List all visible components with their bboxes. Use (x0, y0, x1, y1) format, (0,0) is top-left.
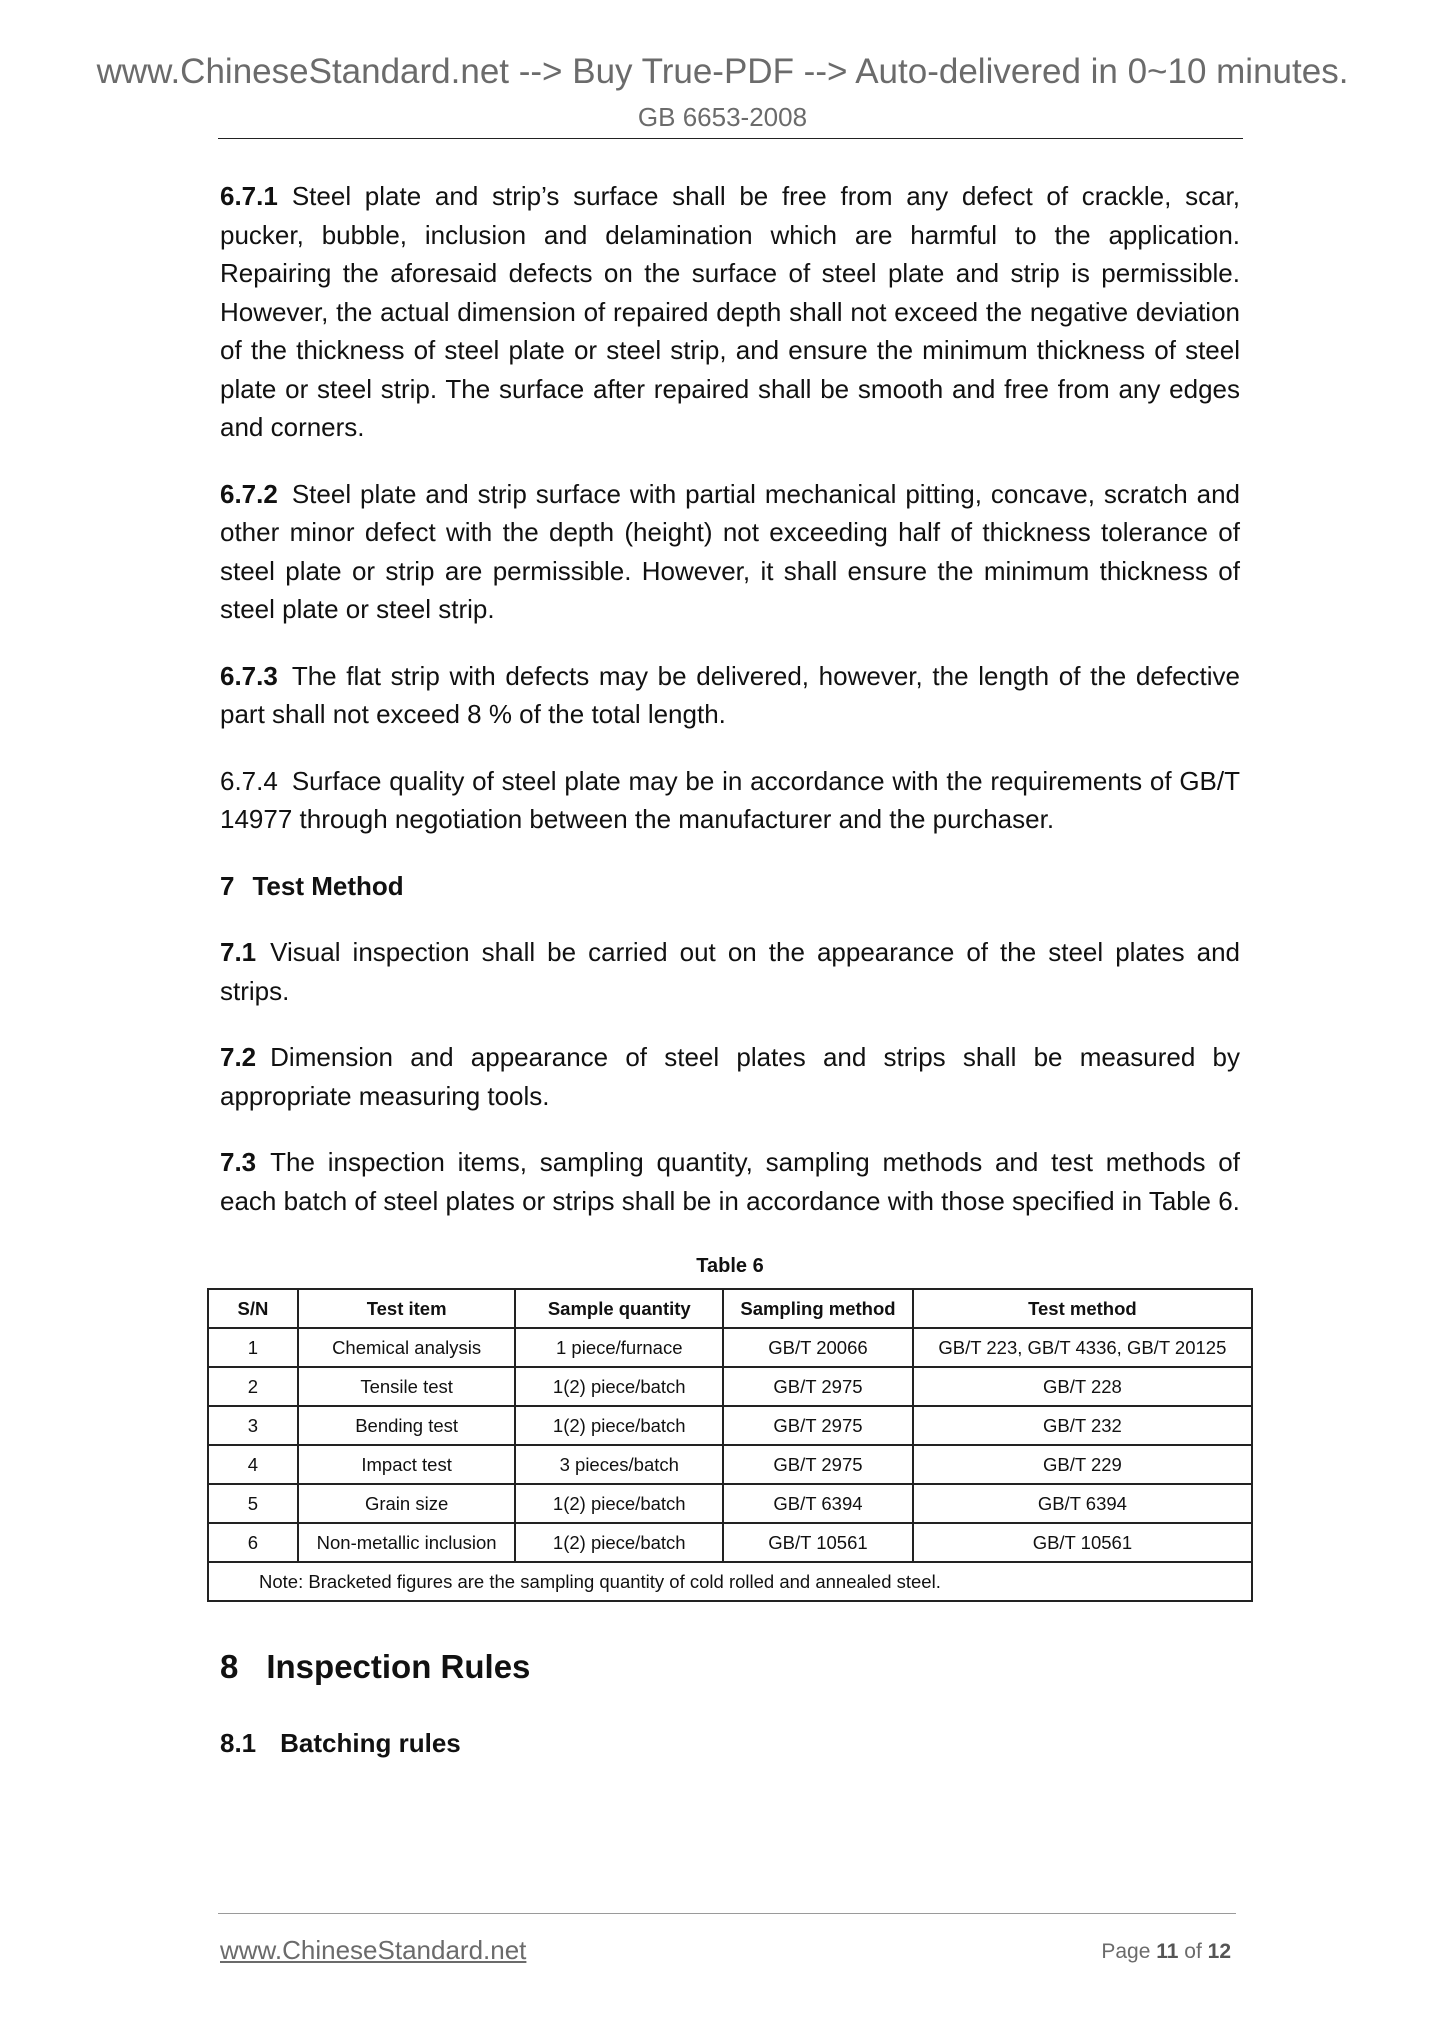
table-cell: Tensile test (298, 1367, 516, 1406)
table-row (208, 1445, 1252, 1484)
clause-number: 6.7.1 (220, 181, 278, 211)
table-cell: 2 (208, 1367, 298, 1406)
table-cell: GB/T 229 (913, 1445, 1252, 1484)
clause-number: 6.7.4 (220, 765, 278, 796)
test-methods-table (207, 1288, 1253, 1602)
table-cell: GB/T 10561 (723, 1523, 913, 1562)
clause-7-3 (220, 1143, 1240, 1220)
clause-text: The flat strip with defects may be delivered, however, the length of the defective part shall not exceed 8 % of the total length. (220, 660, 1240, 729)
section-number: 8 (220, 1648, 239, 1685)
clause-number: 6.7.2 (220, 478, 278, 509)
column-header: Test method (913, 1289, 1252, 1328)
table-row (208, 1484, 1252, 1523)
clause-6-7-2 (220, 475, 1240, 629)
table-cell: Bending test (298, 1406, 516, 1445)
table-cell: Non-metallic inclusion (298, 1523, 516, 1562)
table-cell: GB/T 2975 (723, 1406, 913, 1445)
section-title: Batching rules (280, 1728, 461, 1758)
table-cell: 1(2) piece/batch (515, 1523, 723, 1562)
clause-text: Surface quality of steel plate may be in accordance with the requirements of GB/T 14977 through negotiation between the manufacturer and the purchaser. (220, 765, 1240, 834)
clause-number: 7.2 (220, 1042, 257, 1072)
column-header: Sampling method (723, 1289, 913, 1328)
table-caption: Table 6 (696, 1255, 764, 1277)
clause-text: The inspection items, sampling quantity, sampling methods and test methods of each batch of steel plates or strips shall be in accordance with those specified in Table 6. (220, 1147, 1240, 1216)
clause-number: 7.3 (220, 1147, 257, 1177)
table-cell: GB/T 228 (913, 1367, 1252, 1406)
table-cell: 1(2) piece/batch (515, 1367, 723, 1406)
section-heading-7 (220, 867, 1240, 906)
table-header-row (208, 1289, 1252, 1328)
table-note-row (208, 1562, 1252, 1601)
table-cell: GB/T 232 (913, 1406, 1252, 1445)
section-title: Test Method (252, 870, 404, 901)
clause-text: Dimension and appearance of steel plates and strips shall be measured by appropriate measuring tools. (220, 1042, 1240, 1111)
clause-text: Visual inspection shall be carried out on the appearance of the steel plates and strips. (220, 937, 1240, 1006)
clause-7-2 (220, 1038, 1240, 1115)
table-cell: 1(2) piece/batch (515, 1406, 723, 1445)
clause-7-1 (220, 933, 1240, 1010)
clause-number: 6.7.3 (220, 660, 278, 691)
table-row (208, 1367, 1252, 1406)
table-note: Note: Bracketed figures are the sampling quantity of cold rolled and annealed steel. (208, 1562, 1252, 1601)
table-row (208, 1523, 1252, 1562)
page-of: of (1184, 1940, 1202, 1963)
table-cell: 4 (208, 1445, 298, 1484)
table-cell: GB/T 6394 (723, 1484, 913, 1523)
subsection-heading-8-1 (220, 1724, 1240, 1763)
table-row (208, 1328, 1252, 1367)
header-divider (218, 138, 1243, 139)
table-cell: 1 piece/furnace (515, 1328, 723, 1367)
clause-6-7-1 (220, 177, 1240, 447)
table-cell: GB/T 6394 (913, 1484, 1252, 1523)
column-header: S/N (208, 1289, 298, 1328)
table-cell: 1(2) piece/batch (515, 1484, 723, 1523)
table-cell: Chemical analysis (298, 1328, 516, 1367)
section-number: 7 (220, 870, 235, 901)
table-cell: GB/T 10561 (913, 1523, 1252, 1562)
footer-divider (218, 1913, 1236, 1914)
document-body (220, 177, 1240, 1763)
table-cell: 3 pieces/batch (515, 1445, 723, 1484)
document-id: GB 6653-2008 (637, 102, 808, 132)
page-prefix: Page (1101, 1940, 1151, 1963)
page-total: 12 (1207, 1940, 1231, 1963)
table-cell: 3 (208, 1406, 298, 1445)
table-cell: GB/T 20066 (723, 1328, 913, 1367)
header-banner: www.ChineseStandard.net --> Buy True-PDF --> Auto-delivered in 0~10 minutes. (96, 52, 1349, 91)
clause-6-7-3 (220, 657, 1240, 734)
clause-6-7-4 (220, 762, 1240, 839)
column-header: Sample quantity (515, 1289, 723, 1328)
clause-text: Steel plate and strip surface with partial mechanical pitting, concave, scratch and other minor defect with the depth (height) not exceeding half of thickness tolerance of steel plate or strip are permissible. However, it shall ensure the minimum thickness of steel plate or steel strip. (220, 478, 1240, 624)
table-cell: GB/T 2975 (723, 1445, 913, 1484)
table-cell: GB/T 223, GB/T 4336, GB/T 20125 (913, 1328, 1252, 1367)
section-title: Inspection Rules (266, 1648, 531, 1685)
section-heading-8 (220, 1642, 1240, 1692)
column-header: Test item (298, 1289, 516, 1328)
table-cell: 1 (208, 1328, 298, 1367)
table-cell: 6 (208, 1523, 298, 1562)
footer-site-link[interactable]: www.ChineseStandard.net (220, 1935, 527, 1965)
page-indicator (1101, 1940, 1231, 1964)
table-cell: GB/T 2975 (723, 1367, 913, 1406)
page-current: 11 (1156, 1940, 1179, 1963)
section-number: 8.1 (220, 1728, 257, 1758)
table-row (208, 1406, 1252, 1445)
clause-number: 7.1 (220, 937, 257, 967)
table-cell: Impact test (298, 1445, 516, 1484)
table-cell: Grain size (298, 1484, 516, 1523)
table-cell: 5 (208, 1484, 298, 1523)
clause-text: Steel plate and strip’s surface shall be free from any defect of crackle, scar, pucker, bubble, inclusion and delamination which are harmful to the application. Repairing the aforesaid defects on the surface of steel plate and strip is permissible. However, the actual dimension of repaired depth shall not exceed the negative deviation of the thickness of steel plate or steel strip, and ensure the minimum thickness of steel plate or steel strip. The surface after repaired shall be smooth and free from any edges and corners. (220, 181, 1240, 442)
